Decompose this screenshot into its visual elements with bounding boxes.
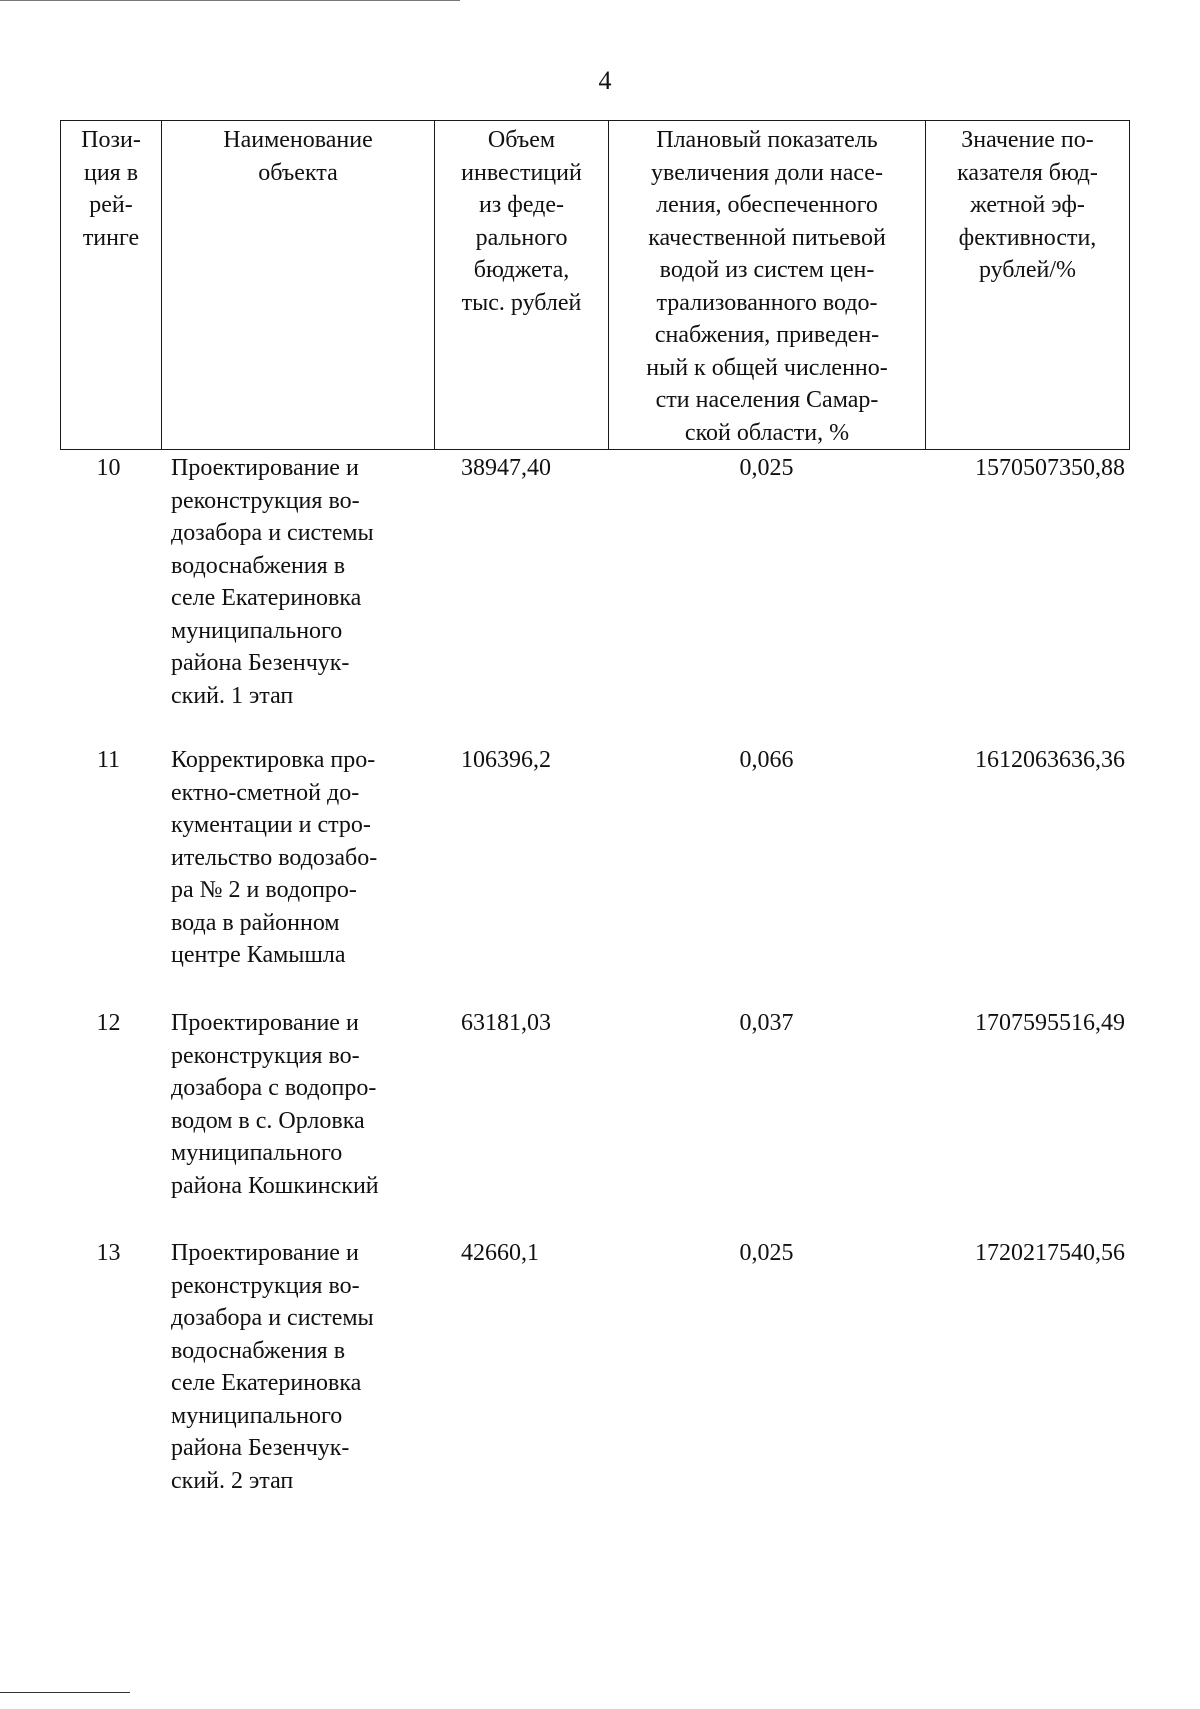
- table-body: [60, 452, 1130, 1517]
- row-object-name: Проектирование и реконструкция во- дозабора и системы водоснабжения в селе Екатериновка муниципального района Безенчук- ский. 2 этап: [171, 1240, 374, 1494]
- table-row: [60, 744, 1130, 1007]
- row-plan: 0,025: [739, 1240, 794, 1266]
- row-efficiency: 1612063636,36: [975, 747, 1125, 773]
- table-row: [60, 452, 1130, 744]
- footer-rule: [0, 1692, 130, 1693]
- row-position: 11: [96, 747, 121, 773]
- row-efficiency: 1570507350,88: [975, 455, 1125, 481]
- table-row: [60, 1007, 1130, 1237]
- row-position: 10: [96, 455, 121, 481]
- header-position: Пози- ция в рей- тинге: [61, 121, 162, 449]
- row-investment: 63181,03: [461, 1010, 551, 1036]
- row-plan: 0,037: [739, 1010, 794, 1036]
- row-position: 12: [96, 1010, 121, 1036]
- scan-edge-line: [0, 0, 460, 1]
- row-efficiency: 1720217540,56: [975, 1240, 1125, 1266]
- page-number: 4: [598, 66, 612, 95]
- row-object-name: Проектирование и реконструкция во- дозабора и системы водоснабжения в селе Екатериновка муниципального района Безенчук- ский. 1 этап: [171, 455, 374, 709]
- header-investment: Объем инвестиций из феде- рального бюджета, тыс. рублей: [435, 121, 609, 449]
- row-object-name: Проектирование и реконструкция во- дозабора с водопро- водом в с. Орловка муниципального района Кошкинский: [171, 1010, 379, 1199]
- row-plan: 0,066: [739, 747, 794, 773]
- row-object-name: Корректировка про- ектно-сметной до- кументации и стро- ительство водозабо- ра № 2 и водопро- вода в районном центре Камышла: [171, 747, 378, 968]
- header-budget-efficiency: Значение по- казателя бюд- жетной эф- фективности, рублей/%: [957, 127, 1098, 283]
- row-investment: 42660,1: [461, 1240, 539, 1266]
- table-row: [60, 1237, 1130, 1517]
- header-plan-indicator: Плановый показатель увеличения доли насе- ления, обеспеченного качественной питьевой водой из систем цен- трализованного водо- снабжения, приведен- ный к общей численно- сти населения Самар- ской области, %: [609, 121, 926, 449]
- row-efficiency: 1707595516,49: [975, 1010, 1125, 1036]
- row-position: 13: [96, 1240, 121, 1266]
- row-investment: 106396,2: [461, 747, 551, 773]
- table-header: [60, 120, 1130, 450]
- row-investment: 38947,40: [461, 455, 551, 481]
- header-object-name: Наименование объекта: [162, 121, 435, 449]
- row-plan: 0,025: [739, 455, 794, 481]
